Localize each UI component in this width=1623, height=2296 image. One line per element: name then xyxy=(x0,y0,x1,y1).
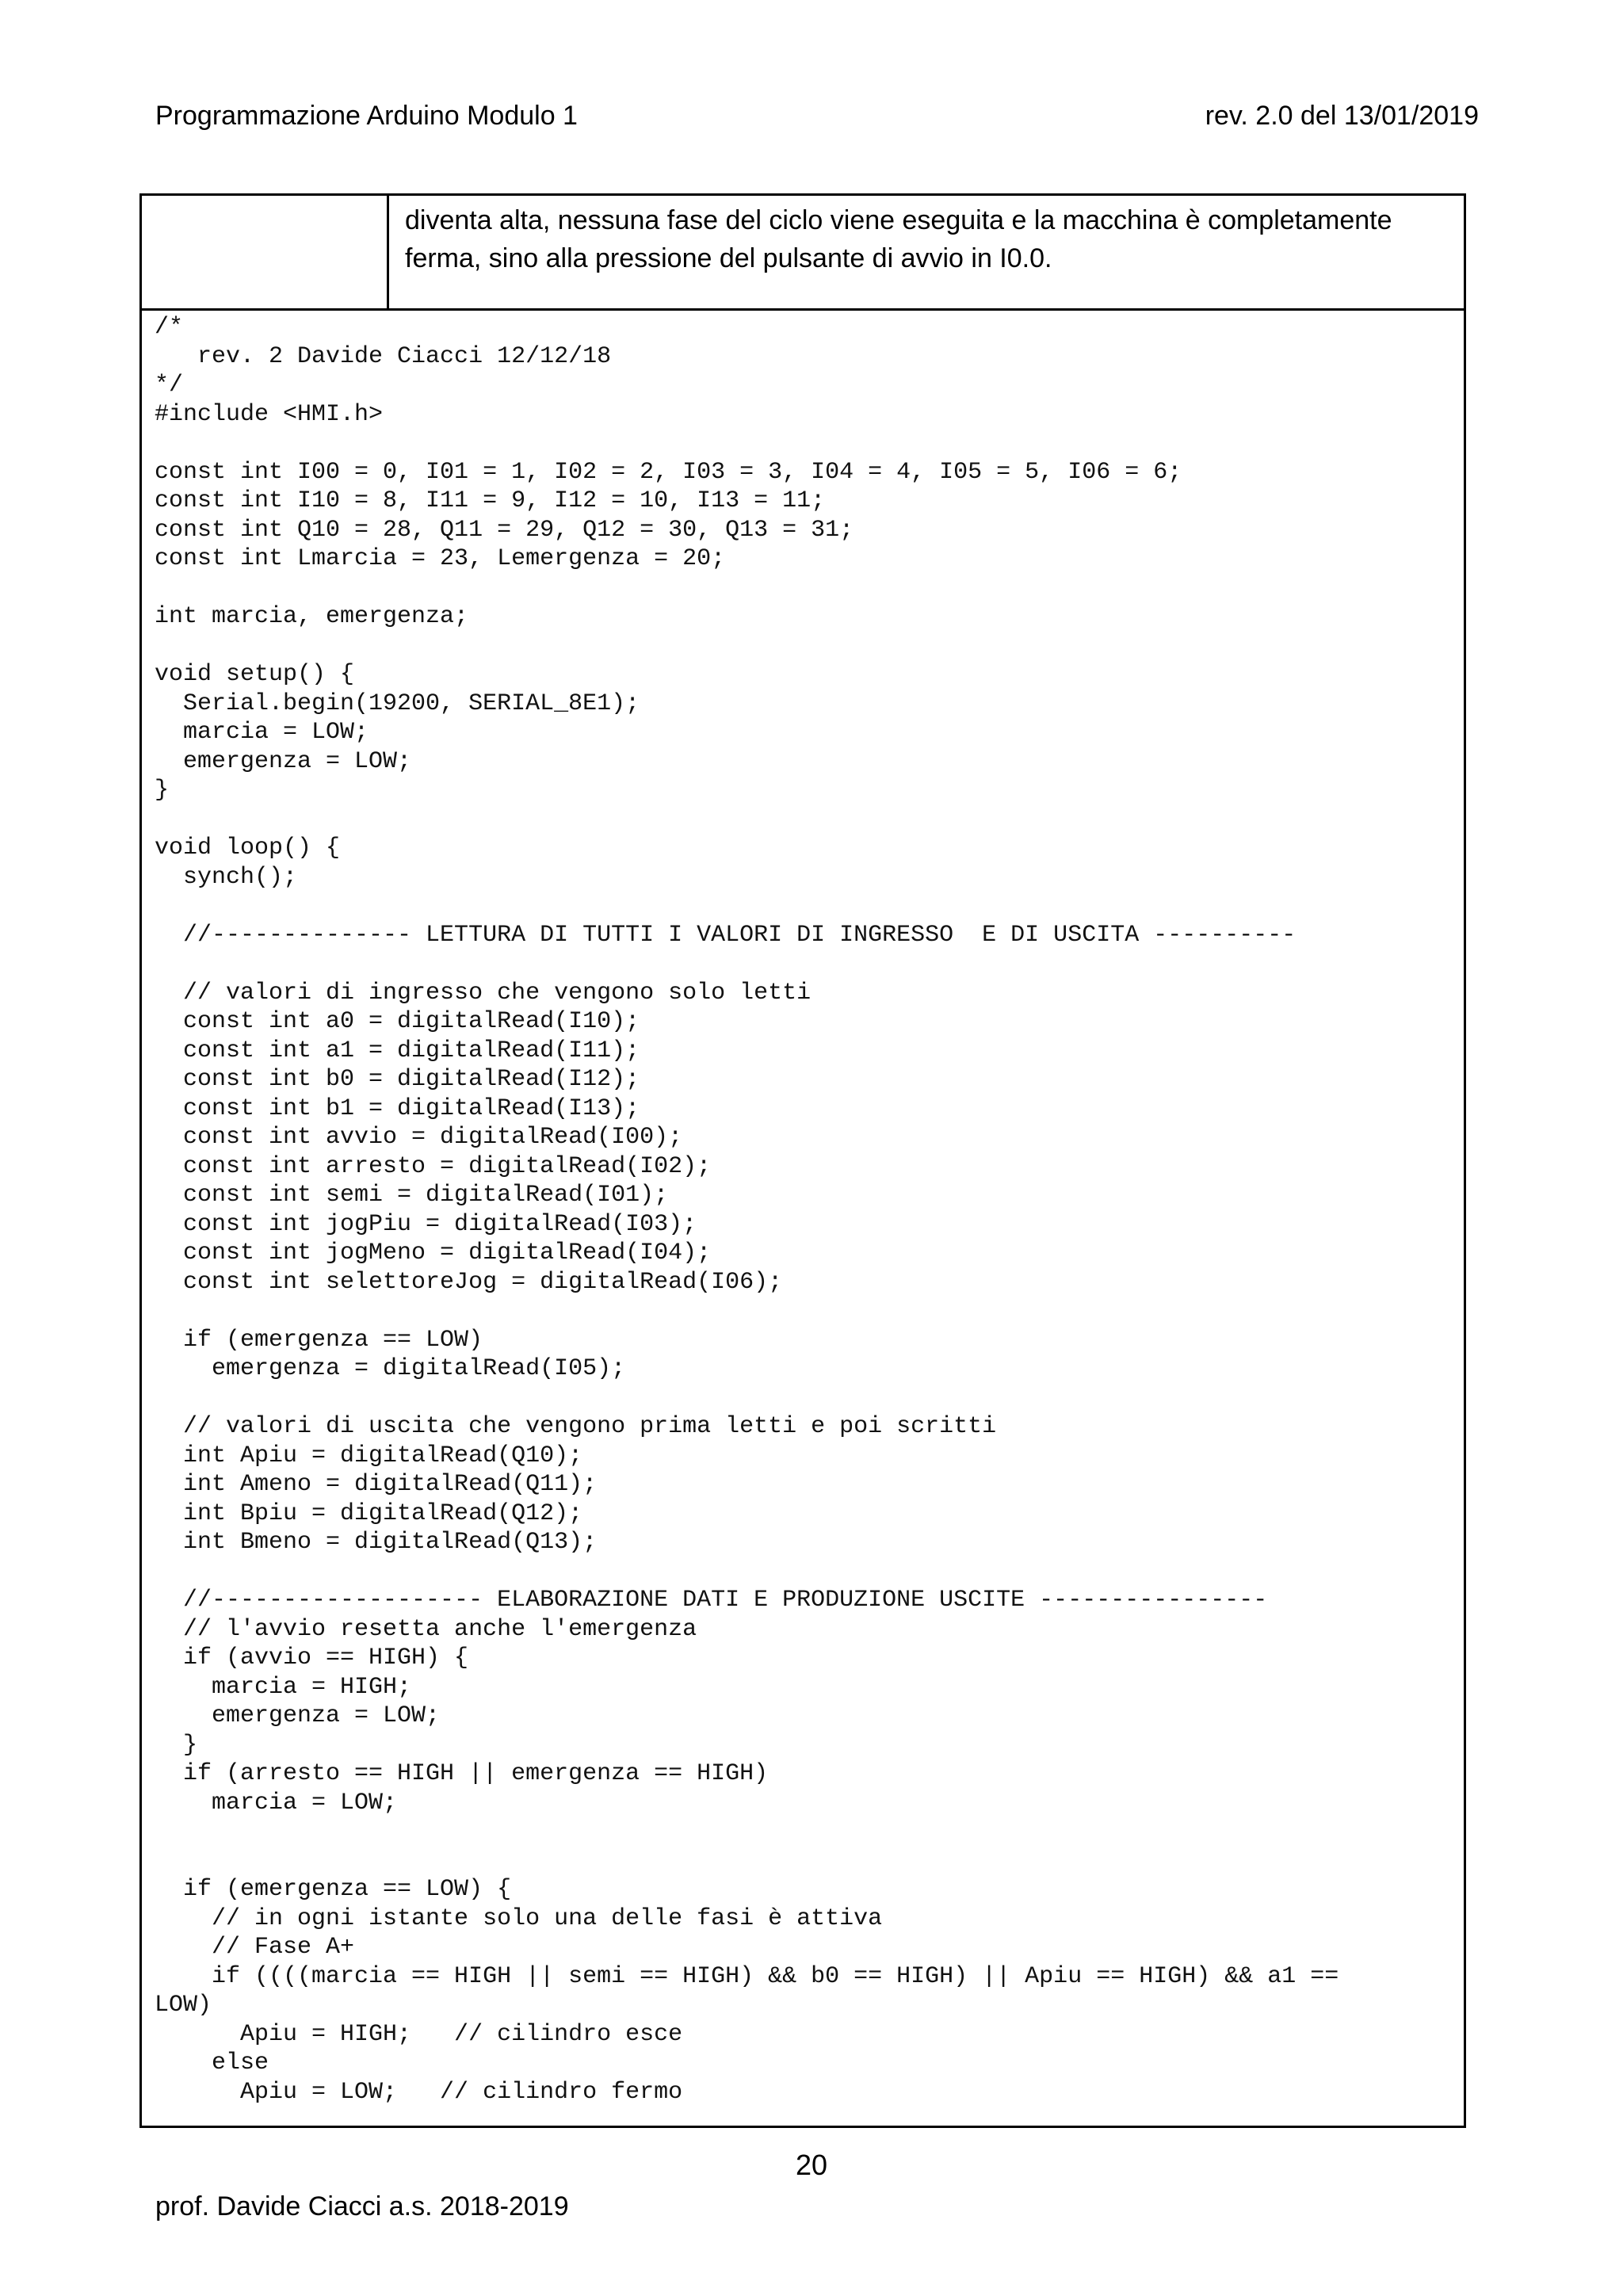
code-line: if (arresto == HIGH || emergenza == HIGH) xyxy=(155,1760,769,1787)
description-text xyxy=(405,201,1432,277)
code-line: const int b1 = digitalRead(I13); xyxy=(155,1095,640,1122)
code-line xyxy=(155,1297,1456,1326)
code-line: const int jogMeno = digitalRead(I04); xyxy=(155,1240,712,1266)
code-line: const int arresto = digitalRead(I02); xyxy=(155,1152,712,1180)
code-line: const int selettoreJog = digitalRead(I06); xyxy=(155,1268,783,1296)
code-line: marcia = HIGH; xyxy=(155,1673,412,1701)
code-line: int marcia, emergenza; xyxy=(155,603,469,630)
code-line: else xyxy=(155,2050,269,2076)
code-line: const int jogPiu = digitalRead(I03); xyxy=(155,1210,697,1238)
code-line xyxy=(155,429,1456,458)
code-line: const int b0 = digitalRead(I12); xyxy=(155,1066,640,1093)
code-line: emergenza = LOW; xyxy=(155,1702,441,1729)
code-line: */ xyxy=(155,372,184,399)
code-line: const int Q10 = 28, Q11 = 29, Q12 = 30, Q13 = 31; xyxy=(155,516,854,544)
code-line: int Ameno = digitalRead(Q11); xyxy=(155,1471,598,1498)
code-line: // valori di uscita che vengono prima letti e poi scritti xyxy=(155,1413,997,1440)
code-line: int Apiu = digitalRead(Q10); xyxy=(155,1442,583,1469)
code-line: // in ogni istante solo una delle fasi è attiva xyxy=(155,1904,883,1932)
code-line: Serial.begin(19200, SERIAL_8E1); xyxy=(155,690,640,717)
code-line: synch(); xyxy=(155,863,298,891)
code-line: /* xyxy=(155,314,184,341)
code-line: #include <HMI.h> xyxy=(155,400,384,428)
code-line: // l'avvio resetta anche l'emergenza xyxy=(155,1615,697,1643)
code-line: int Bpiu = digitalRead(Q12); xyxy=(155,1499,583,1527)
code-line: } xyxy=(155,777,170,804)
code-table xyxy=(139,193,1466,2128)
code-line: if ((((marcia == HIGH || semi == HIGH) && b0 == HIGH) || Apiu == HIGH) && a1 == xyxy=(155,1962,1339,1990)
code-line: marcia = LOW; xyxy=(155,1789,398,1817)
code-line xyxy=(155,805,1456,835)
code-line: } xyxy=(155,1731,198,1759)
code-line: void setup() { xyxy=(155,661,355,688)
code-line xyxy=(155,949,1456,979)
code-line xyxy=(155,1557,1456,1587)
code-line: const int a1 = digitalRead(I11); xyxy=(155,1037,640,1064)
code-line: if (emergenza == LOW) xyxy=(155,1326,483,1354)
code-line xyxy=(155,1817,1456,1847)
code-line: emergenza = LOW; xyxy=(155,747,412,775)
code-line: const int avvio = digitalRead(I00); xyxy=(155,1124,683,1151)
description-row xyxy=(142,196,1464,311)
page-number: 20 xyxy=(795,2149,828,2181)
code-line: int Bmeno = digitalRead(Q13); xyxy=(155,1529,598,1556)
code-line xyxy=(155,574,1456,603)
code-line: //-------------- LETTURA DI TUTTI I VALORI DI INGRESSO E DI USCITA ---------- xyxy=(155,921,1296,949)
code-line: if (emergenza == LOW) { xyxy=(155,1876,512,1903)
code-line: Apiu = HIGH; // cilindro esce xyxy=(155,2020,683,2048)
code-line xyxy=(155,892,1456,921)
code-line: const int I00 = 0, I01 = 1, I02 = 2, I03 = 3, I04 = 4, I05 = 5, I06 = 6; xyxy=(155,458,1182,486)
code-line: const int a0 = digitalRead(I10); xyxy=(155,1008,640,1035)
code-line xyxy=(155,1384,1456,1413)
document-header-revision: rev. 2.0 del 13/01/2019 xyxy=(1205,101,1479,131)
code-line: if (avvio == HIGH) { xyxy=(155,1645,469,1671)
code-line: // Fase A+ xyxy=(155,1934,355,1961)
description-label-cell xyxy=(142,196,389,308)
code-line: rev. 2 Davide Ciacci 12/12/18 xyxy=(155,342,612,370)
code-line: LOW) xyxy=(155,1992,212,2019)
code-line: emergenza = digitalRead(I05); xyxy=(155,1355,626,1382)
document-header-title: Programmazione Arduino Modulo 1 xyxy=(155,101,578,131)
code-line: //------------------- ELABORAZIONE DATI E PRODUZIONE USCITE ---------------- xyxy=(155,1587,1268,1614)
code-line: const int I10 = 8, I11 = 9, I12 = 10, I13 = 11; xyxy=(155,487,826,514)
code-line: const int Lmarcia = 23, Lemergenza = 20; xyxy=(155,545,726,572)
code-line: void loop() { xyxy=(155,835,341,861)
code-line: Apiu = LOW; // cilindro fermo xyxy=(155,2078,683,2106)
code-listing xyxy=(155,313,1456,2107)
code-line: // valori di ingresso che vengono solo letti xyxy=(155,979,812,1007)
code-line xyxy=(155,632,1456,661)
code-line: marcia = LOW; xyxy=(155,719,369,746)
code-line xyxy=(155,1847,1456,1876)
description-line: diventa alta, nessuna fase del ciclo viene eseguita e la macchina è completamente xyxy=(405,205,1392,235)
code-line: const int semi = digitalRead(I01); xyxy=(155,1182,669,1209)
document-footer: prof. Davide Ciacci a.s. 2018-2019 xyxy=(155,2191,569,2222)
description-line: ferma, sino alla pressione del pulsante di avvio in I0.0. xyxy=(405,243,1052,273)
